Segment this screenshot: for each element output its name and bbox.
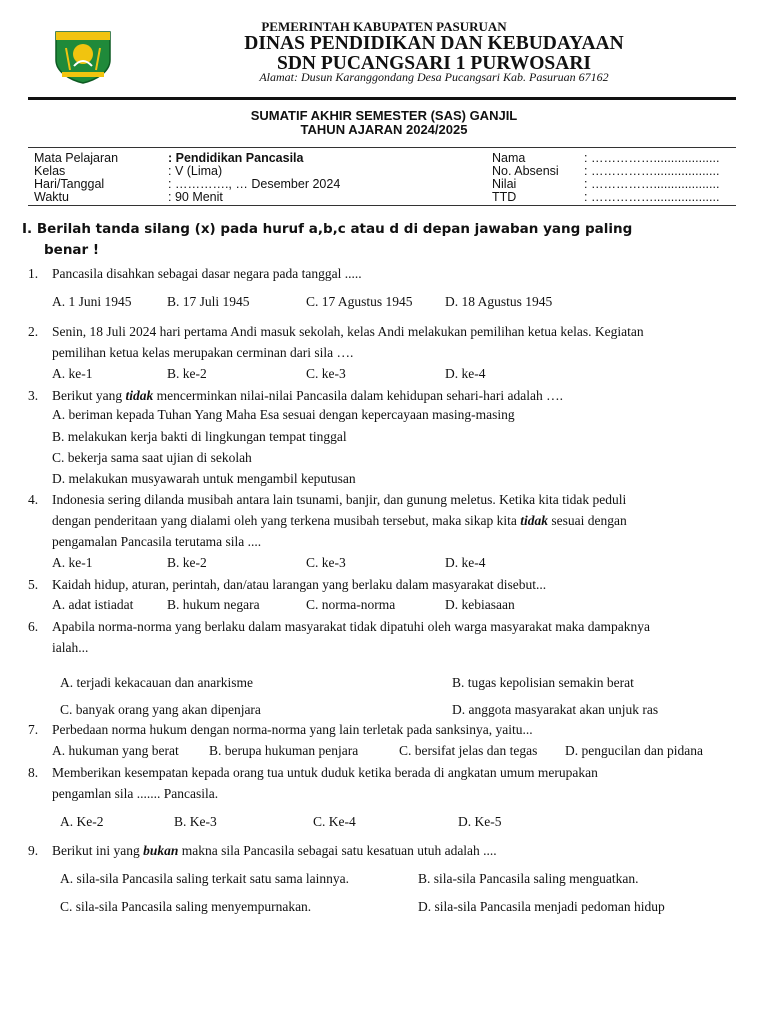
- school-name: SDN PUCANGSARI 1 PURWOSARI: [276, 53, 592, 74]
- option-a[interactable]: A. ke-1: [52, 555, 93, 570]
- info-value-date: : …………., … Desember 2024: [168, 177, 341, 191]
- question-number: 7.: [28, 722, 39, 737]
- option-a[interactable]: A. ke-1: [52, 366, 93, 381]
- question-text: Perbedaan norma hukum dengan norma-norma yang lain terletak pada sanksinya, yaitu...: [52, 722, 533, 737]
- option-d[interactable]: D. kebiasaan: [445, 597, 515, 612]
- question-text-cont: pengamlan sila ....... Pancasila.: [52, 786, 219, 801]
- option-a[interactable]: A. adat istiadat: [52, 597, 134, 612]
- question-number: 9.: [28, 843, 39, 858]
- info-label-time: Waktu: [34, 190, 69, 204]
- question-number: 2.: [28, 324, 39, 339]
- info-value-score[interactable]: : ……………...................: [584, 177, 720, 191]
- info-label-absence-no: No. Absensi: [492, 164, 559, 178]
- question-text-cont: ialah...: [52, 640, 89, 655]
- option-c[interactable]: C. bekerja sama saat ujian di sekolah: [52, 450, 252, 465]
- question-text-cont-2: pengamalan Pancasila terutama sila ....: [52, 534, 262, 549]
- option-b[interactable]: B. hukum negara: [167, 597, 260, 612]
- emphasis-word: tidak: [520, 513, 548, 528]
- question-number: 5.: [28, 577, 39, 592]
- info-value-signature[interactable]: : ……………...................: [584, 190, 720, 204]
- option-c[interactable]: C. ke-3: [306, 366, 346, 381]
- question-text: Memberikan kesempatan kepada orang tua untuk duduk ketika berada di angkatan umum merupakan: [52, 765, 598, 780]
- info-label-score: Nilai: [492, 177, 517, 191]
- option-b[interactable]: B. ke-2: [167, 555, 207, 570]
- question-text-cont: [52, 511, 627, 531]
- text-post: makna sila Pancasila sebagai satu kesatuan utuh adalah ....: [178, 843, 497, 858]
- option-c[interactable]: C. ke-3: [306, 555, 346, 570]
- question-text-cont: pemilihan ketua kelas merupakan cerminan dari sila ….: [52, 345, 354, 360]
- question-number: 1.: [28, 266, 39, 281]
- option-b[interactable]: B. tugas kepolisian semakin berat: [452, 675, 634, 690]
- text-pre: Berikut yang: [52, 388, 126, 403]
- option-a[interactable]: A. Ke-2: [60, 814, 104, 829]
- emphasis-word: tidak: [125, 388, 154, 403]
- info-label-class: Kelas: [34, 164, 66, 178]
- info-value-name[interactable]: : ……………...................: [584, 151, 720, 165]
- option-b[interactable]: B. 17 Juli 1945: [167, 294, 250, 309]
- option-d[interactable]: D. ke-4: [445, 366, 486, 381]
- emphasis-word: bukan: [143, 843, 179, 858]
- header-divider: [28, 97, 736, 100]
- option-d[interactable]: D. sila-sila Pancasila menjadi pedoman hidup: [418, 899, 665, 914]
- question-text: [52, 386, 563, 406]
- option-a[interactable]: A. sila-sila Pancasila saling terkait satu sama lainnya.: [60, 871, 350, 886]
- option-c[interactable]: C. 17 Agustus 1945: [306, 294, 413, 309]
- text-pre: dengan penderitaan yang dialami oleh yang terkena musibah tersebut, maka sikap kita: [52, 513, 521, 528]
- section-instruction-cont: benar !: [44, 242, 100, 258]
- option-a[interactable]: A. hukuman yang berat: [52, 743, 179, 758]
- text-pre: Berikut ini yang: [52, 843, 144, 858]
- info-label-date: Hari/Tanggal: [34, 177, 105, 191]
- question-number: 8.: [28, 765, 39, 780]
- option-d[interactable]: D. Ke-5: [458, 814, 502, 829]
- question-text: Indonesia sering dilanda musibah antara lain tsunami, banjir, dan gunung meletus. Ketika kita tidak peduli: [52, 492, 627, 507]
- option-c[interactable]: C. sila-sila Pancasila saling menyempurnakan.: [60, 899, 312, 914]
- exam-title: SUMATIF AKHIR SEMESTER (SAS) GANJIL: [250, 108, 518, 123]
- question-text: Senin, 18 Juli 2024 hari pertama Andi masuk sekolah, kelas Andi melakukan pemilihan ketua kelas. Kegiatan: [52, 324, 644, 339]
- department-name: DINAS PENDIDIKAN DAN KEBUDAYAAN: [244, 33, 624, 54]
- question-number: 3.: [28, 388, 39, 403]
- text-post: mencerminkan nilai-nilai Pancasila dalam kehidupan sehari-hari adalah ….: [153, 388, 563, 403]
- info-label-name: Nama: [492, 151, 526, 165]
- option-b[interactable]: B. Ke-3: [174, 814, 217, 829]
- option-d[interactable]: D. melakukan musyawarah untuk mengambil keputusan: [52, 471, 356, 486]
- option-a[interactable]: A. beriman kepada Tuhan Yang Maha Esa sesuai dengan kepercayaan masing-masing: [52, 407, 515, 422]
- option-c[interactable]: C. Ke-4: [313, 814, 356, 829]
- option-c[interactable]: C. banyak orang yang akan dipenjara: [60, 702, 261, 717]
- option-b[interactable]: B. melakukan kerja bakti di lingkungan tempat tinggal: [52, 429, 347, 444]
- info-label-signature: TTD: [492, 190, 517, 204]
- question-text: Kaidah hidup, aturan, perintah, dan/atau larangan yang berlaku dalam masyarakat disebut...: [52, 577, 547, 592]
- option-b[interactable]: B. ke-2: [167, 366, 207, 381]
- option-b[interactable]: B. sila-sila Pancasila saling menguatkan.: [418, 871, 639, 886]
- option-d[interactable]: D. 18 Agustus 1945: [445, 294, 553, 309]
- school-address: Alamat: Dusun Karanggondang Desa Pucangsari Kab. Pasuruan 67162: [259, 70, 609, 84]
- option-c[interactable]: C. bersifat jelas dan tegas: [399, 743, 538, 758]
- info-label-subject: Mata Pelajaran: [34, 151, 119, 165]
- option-a[interactable]: A. terjadi kekacauan dan anarkisme: [60, 675, 254, 690]
- option-b[interactable]: B. berupa hukuman penjara: [209, 743, 359, 758]
- government-name: PEMERINTAH KABUPATEN PASURUAN: [261, 19, 507, 34]
- academic-year: TAHUN AJARAN 2024/2025: [300, 122, 468, 137]
- question-text: [52, 841, 497, 861]
- option-d[interactable]: D. anggota masyarakat akan unjuk ras: [452, 702, 659, 717]
- info-value-time: : 90 Menit: [168, 190, 223, 204]
- option-d[interactable]: D. pengucilan dan pidana: [565, 743, 703, 758]
- option-d[interactable]: D. ke-4: [445, 555, 486, 570]
- info-value-class: : V (Lima): [168, 164, 223, 178]
- info-value-absence-no[interactable]: : ……………...................: [584, 164, 720, 178]
- question-text: Pancasila disahkan sebagai dasar negara pada tanggal .....: [52, 266, 362, 281]
- question-text: Apabila norma-norma yang berlaku dalam masyarakat tidak dipatuhi oleh warga masyarakat maka dampaknya: [52, 619, 651, 634]
- text-post: sesuai dengan: [547, 513, 627, 528]
- question-number: 4.: [28, 492, 39, 507]
- question-number: 6.: [28, 619, 39, 634]
- section-instruction: I. Berilah tanda silang (x) pada huruf a,b,c atau d di depan jawaban yang paling: [22, 221, 633, 237]
- info-value-subject: : Pendidikan Pancasila: [168, 151, 304, 165]
- option-c[interactable]: C. norma-norma: [306, 597, 396, 612]
- option-a[interactable]: A. 1 Juni 1945: [52, 294, 132, 309]
